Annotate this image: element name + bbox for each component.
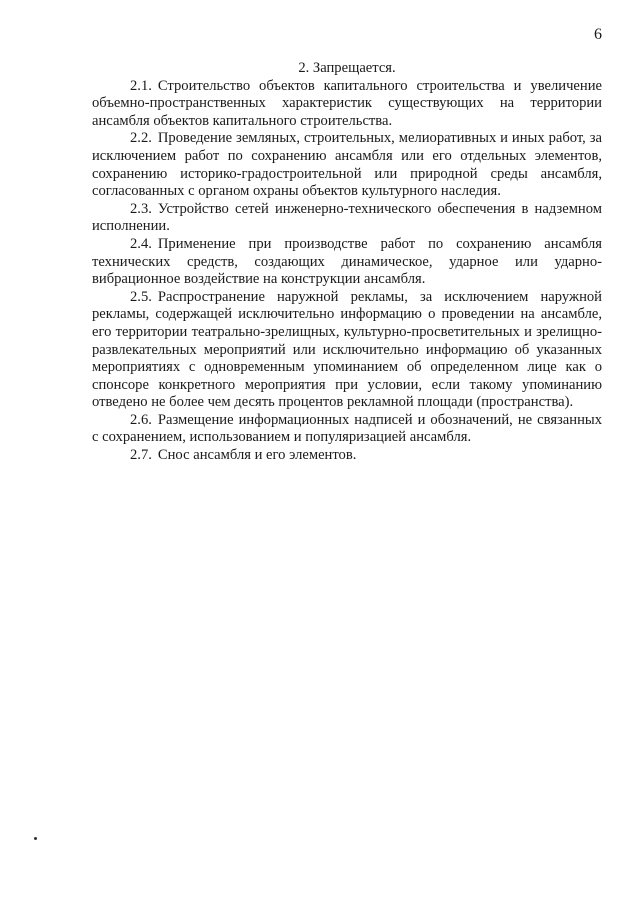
item-number: 2.5. [130, 288, 152, 305]
item-text: Устройство сетей инженерно-технического обеспечения в надземном исполнении. [92, 200, 602, 235]
item-number: 2.2. [130, 130, 152, 147]
item-number: 2.1. [130, 77, 152, 94]
item-text: Применение при производстве работ по сохранению ансамбля технических средств, создающих динамическое, ударное или ударно-вибрационное воздействие на конструкции ансамбля. [92, 235, 602, 288]
section-heading: 2. Запрещается. [298, 60, 396, 76]
list-item [92, 236, 602, 289]
list-item [92, 447, 602, 465]
list-item [92, 130, 602, 200]
document-body [92, 60, 602, 465]
list-item [92, 412, 602, 447]
item-text: Проведение земляных, строительных, мелиоративных и иных работ, за исключением работ по сохранению ансамбля или его отдельных элементов, сохранению историко-градостроительной или природной среды ансамбля, согласованных с органом охраны объектов культурного наследия. [92, 130, 602, 200]
item-text: Размещение информационных надписей и обозначений, не связанных с сохранением, использованием и популяризацией ансамбля. [92, 411, 602, 446]
page-number: 6 [594, 26, 602, 43]
item-text: Снос ансамбля и его элементов. [157, 447, 357, 464]
item-text: Распространение наружной рекламы, за исключением наружной рекламы, содержащей исключительно информацию о проведении на ансамбле, его территории театрально-зрелищных, культурно-просветительных и зрелищно-развлекательных мероприятий или исключительно информацию об указанных мероприятиях с одновременным упоминанием об определенном лице как о спонсоре конкретного мероприятия при условии, если такому упоминанию отведено не более чем десять процентов рекламной площади (пространства). [92, 288, 602, 411]
item-number: 2.6. [130, 411, 152, 428]
item-number: 2.7. [130, 447, 152, 464]
item-text: Строительство объектов капитального строительства и увеличение объемно-пространственных характеристик существующих на территории ансамбля объектов капитального строительства. [92, 77, 602, 129]
margin-mark [34, 837, 37, 840]
list-item [92, 289, 602, 412]
item-number: 2.4. [130, 235, 152, 252]
item-number: 2.3. [130, 200, 152, 217]
list-item [92, 78, 602, 131]
list-item [92, 201, 602, 236]
